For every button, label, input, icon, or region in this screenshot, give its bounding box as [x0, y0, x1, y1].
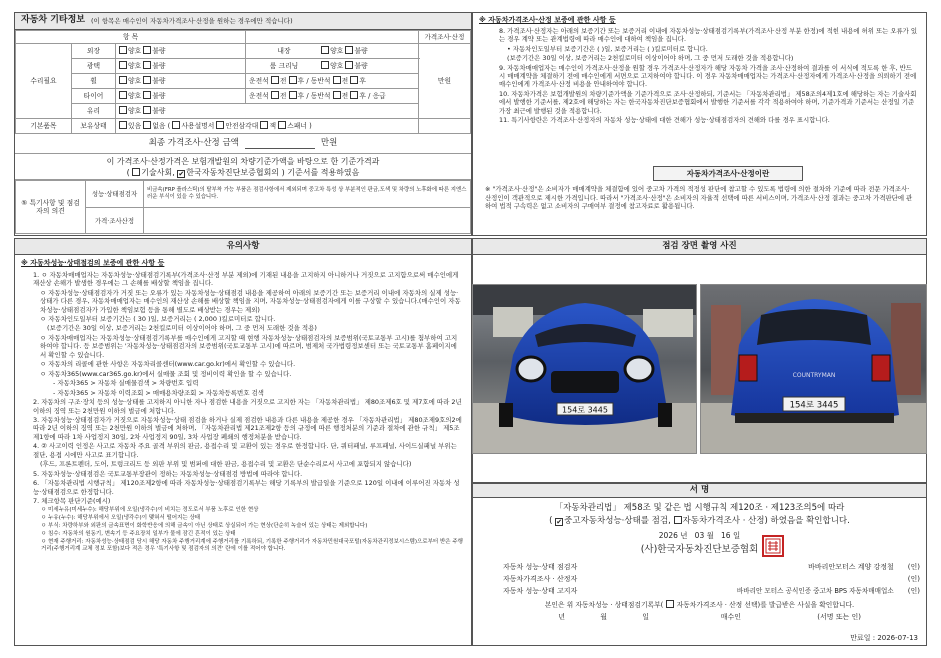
possession-label: 보유상태 — [72, 119, 116, 134]
signature-section — [472, 483, 927, 646]
row-room-cleaning-options — [246, 59, 419, 74]
gloss-bad-checkbox[interactable] — [143, 61, 151, 69]
caution-item: ㅇ 자동차매매업자는 자동차성능·상태점검기록부를 매수인에게 고지할 때 현행 자동차성능·상태점검자의 보증범위(국토교통부 고시)를 첨부하여 고지하여야 합니다. 등 보증범위는 '자동차성능·상태점검자의 보증범위(국토교통부 고시)에 따르며, 범제처 국가법령정보센터 또는 국토교통부 홈페이지에서 확인할 수 있습니다. — [40, 333, 458, 359]
col-item-header: 항 목 — [16, 31, 246, 44]
criteria-list — [15, 507, 471, 554]
other-info-table — [15, 30, 471, 134]
sign-year: 2026 — [658, 531, 678, 541]
row-exterior-label: 외장 — [72, 44, 116, 59]
basis-statement: 이 가격조사·산정가격은 보험개발원의 차량기준가액을 바탕으로 한 기준가격과 ( 기술사회, ✔ 한국자동차진단보증협회의 ) 기준서를 적용하였음 — [15, 154, 471, 180]
tire-rear-checkbox[interactable] — [289, 91, 297, 99]
caution-item: ㅇ 자동차의 리콜에 관한 사항은 자동차리콜센터(www.car.go.kr)에서 확인할 수 있습니다. — [40, 360, 296, 369]
triangle-checkbox[interactable] — [216, 121, 224, 129]
buyer-sign-mark[interactable]: (서명 또는 인) — [817, 612, 861, 621]
option-label: 후 — [359, 77, 366, 86]
caution-item: 2. 자동차의 구조·장치 등의 성능·상태를 고지하지 아니한 자나 점검한 내용을 거짓으로 고지한 자는 「자동차관리법」 제80조제6호 및 제7호에 따라 2년 이하의 징역 또는 2천만원 이하의 벌금에 처합니다. — [33, 398, 462, 415]
option-label: 양호 — [330, 62, 344, 71]
issuing-org-name: (사)한국자동차진단보증협회 — [640, 543, 759, 555]
liability-item-10: 10. 자동차가격은 보험개발원의 차량기준가액을 기준가격으로 조사·산정하되, 기준서는 「자동차관리법」 제58조의4제1호에 해당하는 자는 기술사회에서 발행한 기준서를, 제2호에 해당하는 자는 한국자동차진단보증협회에서 발행한 기준서를 각각 적용하여야 하며, 기준가격과 기준서는 산정일 기준 가장 최근에 발행된 것을 적용합니다. — [499, 89, 917, 115]
final-price-row — [15, 134, 471, 154]
option-label: 잭 — [269, 122, 277, 131]
caution-item: 6. 「자동차관리법 시행규칙」 제120조제2항에 따라 자동차성능·상태점검기록부는 해당 기록부의 발급일을 기준으로 120일 이내에 이루어진 자동차 성능·상태점검으로 한정합니다. — [33, 479, 460, 496]
caution-item: 3. 자동차성능·상태점검자가 거짓으로 자동차성능·상태 점검을 하거나 실제 점검한 내용과 다른 내용을 제공한 경우 「자동차관리법」 제80조제9호의2에 따라 2년 이하의 징역 또는 2천만원 이하의 벌금에 처하며, 「자동차관리법 제21조제2항 등의 규정에 따른 행정처분의 기준과 절차에 관한 규칙」 제5조제1항에 따라 1차 사업정지 30일, 2차 사업정지 90일, 3차 사업장 폐쇄의 행정처분을 받습니다. — [33, 416, 462, 441]
liability-item-8: 8. 가격조사·산정자는 아래의 보증기간 또는 보증거리 이내에 자동차성능·상태점검기록부(가격조사·산정 부분 한정)에 적힌 내용에 허위 또는 오류가 있는 경우 계약 또는 관계법령에 따라 매수인에 대하여 책임을 집니다. — [499, 26, 918, 44]
row-glass-options — [116, 104, 419, 119]
signature-date — [473, 531, 926, 540]
col-price-header: 가격조사·산정 — [419, 31, 471, 44]
signer-name: 바바리안 모터스 공식인증 중고차 BPS 자동차매매업소 — [736, 587, 894, 596]
rear-car-photo — [700, 284, 927, 454]
buyer-year-unit: 년 — [558, 612, 565, 621]
tire-emergency-checkbox[interactable] — [350, 91, 358, 99]
row-wheel-label: 휠 — [72, 74, 116, 89]
liability-item-9: 9. 자동차매매업자는 매수인이 가격조사·산정을 원할 경우 가격조사·산정자가 해당 자동차 가격을 조사·산정하여 결과를 이 서식에 적도록 한 후, 반드시 매매계약을 체결하기 전에 매수인에게 서면으로 고지하여야 합니다. 이 경우 자동차매매업자는 가격조사·산정자에게 가격조사·산정을 의뢰하기 전에 매수인에게 가격조사·산정 비용을 안내하여야 합니다. — [499, 63, 917, 89]
org-seal-stamp-icon — [762, 535, 784, 557]
signer-rows — [473, 562, 926, 598]
price-check-label: 자동차가격조사 · 산정) 하였음을 확인합니다. — [682, 515, 850, 526]
has-items-checkbox[interactable] — [119, 121, 127, 129]
front-plate-text: 154로 3445 — [562, 405, 608, 415]
caution-section — [14, 238, 472, 646]
basis-tail: 기준서를 적용하였음 — [287, 168, 360, 178]
tire-front-checkbox[interactable] — [271, 91, 279, 99]
caution-items — [15, 271, 471, 506]
option-label: 사용설명서 — [181, 122, 215, 131]
signer-label: 자동차 성능·상태 고지자 — [503, 587, 578, 596]
special-notes-label: ⑤ 특기사항 및 점검자의 의견 — [16, 181, 86, 234]
issuing-org — [473, 544, 926, 556]
option-label: 후 / 동반석 — [297, 77, 331, 86]
signer-seal-mark: (인) — [907, 575, 920, 584]
wheel-front-checkbox[interactable] — [271, 76, 279, 84]
interior-bad-checkbox[interactable] — [345, 46, 353, 54]
tech-society-checkbox[interactable] — [132, 168, 140, 176]
spanner-checkbox[interactable] — [278, 121, 286, 129]
kadia-checkbox[interactable]: ✔ — [178, 170, 185, 179]
option-label: 불량 — [354, 47, 368, 56]
option-label: 불량 — [152, 62, 166, 71]
criteria-item: ㅇ 부식: 차량하부와 외판의 금속표면이 화학반응에 의해 금속이 아닌 상태로 상실되어 가는 현상(단순히 녹슬어 있는 상태는 제외합니다) — [41, 522, 368, 529]
price-unit: 만원 — [419, 44, 471, 119]
signer-name: 바바리안모터스 계양 강정철 — [808, 563, 894, 572]
row-gloss-label: 광택 — [72, 59, 116, 74]
row-gloss-options — [116, 59, 246, 74]
glass-good-checkbox[interactable] — [119, 106, 127, 114]
caution-item: - 자동차365 > 자동차 실매물검색 > 차량번호 입력 — [53, 379, 199, 388]
criteria-item: ㅇ 침수: 자동차의 원동기, 변속기 등 주요장치 일부가 물에 잠긴 흔적이 있는 상태 — [41, 530, 236, 537]
caution-item: 1. ㅇ 자동차매매업자는 자동차성능·상태점검기록부(가격조사·산정 부분 제외)에 기재된 내용을 고지하지 아니하거나 거짓으로 고지함으로써 매수인에게 재산상 손해가 발생한 경우에는 그 손해를 배상할 책임을 집니다. — [33, 270, 459, 288]
liability-items — [473, 27, 926, 125]
sign-month-unit: 월 — [706, 531, 714, 541]
other-info-section — [14, 12, 472, 236]
manual-checkbox[interactable] — [172, 121, 180, 129]
special-notes-table — [15, 180, 471, 234]
option-label: 양호 — [330, 47, 344, 56]
price-inspector-notes[interactable] — [144, 208, 471, 234]
exterior-bad-checkbox[interactable] — [143, 46, 151, 54]
perf-inspector-notes: 비금속(FRP 플라스틱)의 탈부착 가능 부품은 점검사항에서 제외되며 중고차 특성 상 부분적인 판금,도색 및 차량의 노후화에 따른 지엔스러운 부식이 있을 수 있습니다. — [144, 181, 471, 208]
option-label: 양호 — [128, 77, 142, 86]
other-info-heading: 자동차 기타정보 — [21, 15, 85, 26]
receipt-text-b: 자동차가격조사 · 산정 선택)를 발급받은 사실을 확인합니다. — [676, 600, 855, 609]
perf-check-checkbox[interactable]: ✔ — [556, 517, 563, 526]
other-info-title — [15, 13, 471, 30]
option-label: 불량 — [152, 92, 166, 101]
front-car-image — [473, 285, 697, 454]
price-liability-section — [472, 12, 927, 236]
basis-line: 이 가격조사·산정가격은 보험개발원의 차량기준가액을 바탕으로 한 기준가격과 — [106, 157, 380, 166]
sign-month: 03 — [694, 531, 705, 541]
caution-item: 5. 자동차성능·상태점검은 국토교통부장관이 정하는 자동차성능·상태점검 방법에 따라야 합니다. — [33, 469, 303, 478]
caution-item: 7. 체크항목 판단기준(예시) — [33, 497, 111, 506]
driver-seat-label: 운전석 — [249, 92, 269, 101]
cleaning-good-checkbox[interactable] — [321, 61, 329, 69]
final-price-input[interactable] — [245, 139, 315, 149]
caution-item: - 자동차365 > 자동차 이력조회 > 매매용차량조회 > 자동차등록번호 검색 — [53, 388, 264, 397]
row-tire-label: 타이어 — [72, 89, 116, 104]
row-tire-options — [116, 89, 246, 104]
option-label: 전 — [341, 77, 349, 86]
tire-good-checkbox[interactable] — [119, 91, 127, 99]
signer-row — [473, 586, 926, 598]
other-info-note: (이 항목은 매수인이 자동차가격조사·산정을 원하는 경우에만 적습니다) — [91, 16, 293, 25]
tire-bad-checkbox[interactable] — [143, 91, 151, 99]
signer-label: 자동차 성능·상태 점검자 — [503, 563, 578, 572]
row-wheel-position-options — [246, 74, 419, 89]
price-inspector-label: 가격·조사산정 — [86, 208, 144, 234]
option-label: 불량 — [152, 47, 166, 56]
option-label: 불량 — [152, 107, 166, 116]
price-definition-text: ※ "가격조사·산정"은 소비자가 매매계약을 체결함에 있어 중고차 가격의 적정성 판단에 참고할 수 있도록 법령에 의한 절차와 기준에 따라 전문 가격조사·산정인이 객관적으로 제시한 가격입니다. 따라서 "가격조사·산정"은 소비자의 자율적 선택에 따른 서비스이며, 가격조사·산정 결과는 중고차 가격판단에 관하여 법적 구속력은 없고 소비자의 구매여부 결정에 참고자료로 활용됩니다. — [485, 185, 913, 211]
signer-label: 자동차가격조사 · 산정자 — [503, 575, 578, 584]
option-label: 불량 — [152, 77, 166, 86]
wheel-bad-checkbox[interactable] — [143, 76, 151, 84]
caution-item: 4. ② 사고이력 인정은 사고로 자동차 주요 골격 부위의 판금, 용접수리 및 교환이 있는 경우로 한정합니다. 단, 쿼터패널, 루프패널, 사이드실패널 부위는 절단, 용접 시에만 사고로 표기합니다. — [33, 442, 457, 459]
option-label: 안전삼각대 — [225, 122, 259, 131]
photo-title: 점검 장면 촬영 사진 — [473, 239, 926, 255]
final-price-label: 최종 가격조사·산정 금액 — [148, 138, 239, 149]
signer-seal-mark: (인) — [907, 563, 920, 572]
price-definition-title: 자동차가격조사·산정이란 — [653, 166, 803, 181]
no-items-checkbox[interactable] — [143, 121, 151, 129]
option-label: 양호 — [128, 92, 142, 101]
liability-warranty-line: • 자동차인도일부터 보증기간은 ( )일, 보증거리는 ( )킬로미터로 합니다. — [507, 44, 708, 53]
wheel-passenger-rear-checkbox[interactable] — [350, 76, 358, 84]
front-car-photo — [472, 284, 697, 454]
final-price-unit: 만원 — [320, 138, 338, 149]
signature-law-line: 「자동차관리법」 제58조 및 같은 법 시행규칙 제120조 · 제123조의5에 따라 — [554, 503, 845, 513]
sign-day: 16 — [721, 531, 731, 541]
wheel-passenger-front-checkbox[interactable] — [333, 76, 341, 84]
option-label: 있음 — [128, 122, 142, 131]
liability-title: ※ 자동차가격조사·산정 보증에 관한 사항 등 — [479, 16, 616, 24]
row-interior-label: 내장 — [277, 47, 291, 56]
tire-passenger-front-checkbox[interactable] — [333, 91, 341, 99]
wheel-rear-checkbox[interactable] — [289, 76, 297, 84]
caution-item: (후드, 프론트펜더, 도어, 트렁크리드 등 외판 부위 및 범퍼에 대한 판금, 용접수리 및 교환은 단순수리로서 사고에 포함되지 않습니다) — [40, 460, 412, 469]
option-label: 후 / 동반석 — [297, 92, 331, 101]
caution-title: 유의사항 — [15, 239, 471, 255]
receipt-text-a: 본인은 위 자동차성능 · 상태점검기록부( — [544, 600, 664, 609]
basic-items-options: 있음 없음 ( 사용설명서 안전삼각대 잭 스패너 ) — [116, 119, 419, 134]
jack-checkbox[interactable] — [260, 121, 268, 129]
sign-day-unit: 일 — [732, 531, 741, 541]
row-tire-position-options — [246, 89, 419, 104]
option-label: 전 — [341, 92, 349, 101]
exterior-good-checkbox[interactable] — [119, 46, 127, 54]
signer-row — [473, 562, 926, 574]
caution-item: (보증기간은 30일 이상, 보증거리는 2천킬로미터 이상이어야 하며, 그 중 먼저 도래한 것을 적용) — [47, 324, 317, 333]
perf-inspector-label: 성능·상태점검자 — [86, 181, 144, 208]
gloss-good-checkbox[interactable] — [119, 61, 127, 69]
buyer-day-unit: 일 — [642, 612, 649, 621]
row-exterior-options — [116, 44, 246, 59]
row-interior-options — [246, 44, 419, 59]
receipt-confirmation — [473, 600, 926, 609]
glass-bad-checkbox[interactable] — [143, 106, 151, 114]
signer-seal-mark: (인) — [907, 587, 920, 596]
liability-warranty-note: (보증기간은 30일 이상, 보증거리는 2천킬로미터 이상이어야 하며, 그 중 먼저 도래한 것을 적용합니다) — [507, 54, 794, 63]
price-check-checkbox[interactable] — [674, 516, 682, 524]
criteria-item: ㅇ 누유(누수): 해당부위에서 오일(냉각수)이 맺혀서 떨어지는 상태 — [41, 514, 201, 521]
row-wheel-options — [116, 74, 246, 89]
option-label: 스패너 — [287, 122, 307, 131]
liability-item-11: 11. 특기사항란은 가격조사·산정자의 자동차 성능·상태에 대한 견해가 성능·상태점검자의 견해와 다를 경우 표시합니다. — [499, 116, 830, 125]
rear-badge-text: COUNTRYMAN — [792, 372, 836, 379]
option-label: 불량 — [354, 62, 368, 71]
caution-item: ㅇ 자동차365(www.car365.go.kr)에서 실매물 조회 및 정비이력 확인을 할 수 있습니다. — [40, 369, 292, 378]
wheel-good-checkbox[interactable] — [119, 76, 127, 84]
row-room-cleaning-label: 룸 크리닝 — [269, 62, 299, 71]
criteria-item: ㅇ 현재 주행거리: 자동차성능·상태점검 당시 해당 자동차 주행거리계에 주행거리를 기록하되, 기록한 주행거리가 자동차민원대국포털(자동차관리정보시스템)으로부터 받은 주행거리(주행거리계 교체 정보 포함)보다 적은 경우 '특기사항 및 점검자의 의견' 란에 이를 적어야 합니다. — [41, 539, 463, 553]
expiry-date: 만료일 : 2026-07-13 — [850, 634, 918, 643]
caution-item: ㅇ 자동차성능·상태점검자가 거짓 또는 오류가 있는 자동차성능·상태점검 내용을 제공하여 아래의 보증기간 또는 보증거리 이내에 자동차의 실제 성능·상태가 다른 경우, 자동차매매업자는 매수인의 재산상 손해를 배상할 책임을 지며, 자동차성능·상태점검자에게 이를 구상할 수 있습니다.(매수인이 자동차성능·상태점검자가 가입한 책임보험 등을 통해 별도로 배상받는 경우는 제외) — [40, 288, 461, 314]
basis-option-2: 한국자동차진단보증협회의 — [186, 168, 280, 178]
sign-year-unit: 년 — [680, 531, 688, 541]
buyer-sign-line — [473, 613, 926, 622]
row-glass-label: 유리 — [72, 104, 116, 119]
criteria-item: ㅇ 미세누유(미세누수): 해당부위에 오일(냉각수)이 비치는 정도로서 부품 노후로 인한 현상 — [41, 506, 259, 513]
buyer-month-unit: 월 — [600, 612, 607, 621]
signature-title: 서 명 — [473, 484, 926, 498]
basic-items-label: 기본품목 — [16, 119, 72, 134]
option-label: 후 / 응급 — [359, 92, 386, 101]
driver-seat-label: 운전석 — [249, 77, 269, 86]
rear-plate-text: 154로 3445 — [789, 400, 839, 411]
basis-option-1: 기술사회, — [141, 168, 175, 178]
signature-confirm-line: ( ✔ 중고자동차성능·상태를 점검, 자동차가격조사 · 산정) 하였음을 확인합니다. — [549, 515, 850, 526]
repair-label: 수리필요 — [16, 44, 72, 119]
option-label: 양호 — [128, 107, 142, 116]
caution-subtitle: ※ 자동차성능·상태점검의 보증에 관한 사항 등 — [21, 259, 165, 267]
option-label: 전 — [279, 77, 287, 86]
signer-row — [473, 574, 926, 586]
option-label: 양호 — [128, 62, 142, 71]
option-label: 없음 — [152, 122, 166, 131]
perf-check-label: 중고자동차성능·상태를 점검, — [564, 515, 671, 526]
caution-item: ㅇ 자동차인도일부터 보증기간는 ( 30 )일, 보증거리는 ( 2,000 )킬로미터로 합니다. — [40, 315, 276, 324]
rear-car-image — [701, 285, 927, 454]
buyer-label: 매수인 — [720, 612, 741, 621]
cleaning-bad-checkbox[interactable] — [345, 61, 353, 69]
option-label: 양호 — [128, 47, 142, 56]
option-label: 전 — [279, 92, 287, 101]
interior-good-checkbox[interactable] — [321, 46, 329, 54]
receipt-price-checkbox[interactable] — [666, 600, 674, 608]
